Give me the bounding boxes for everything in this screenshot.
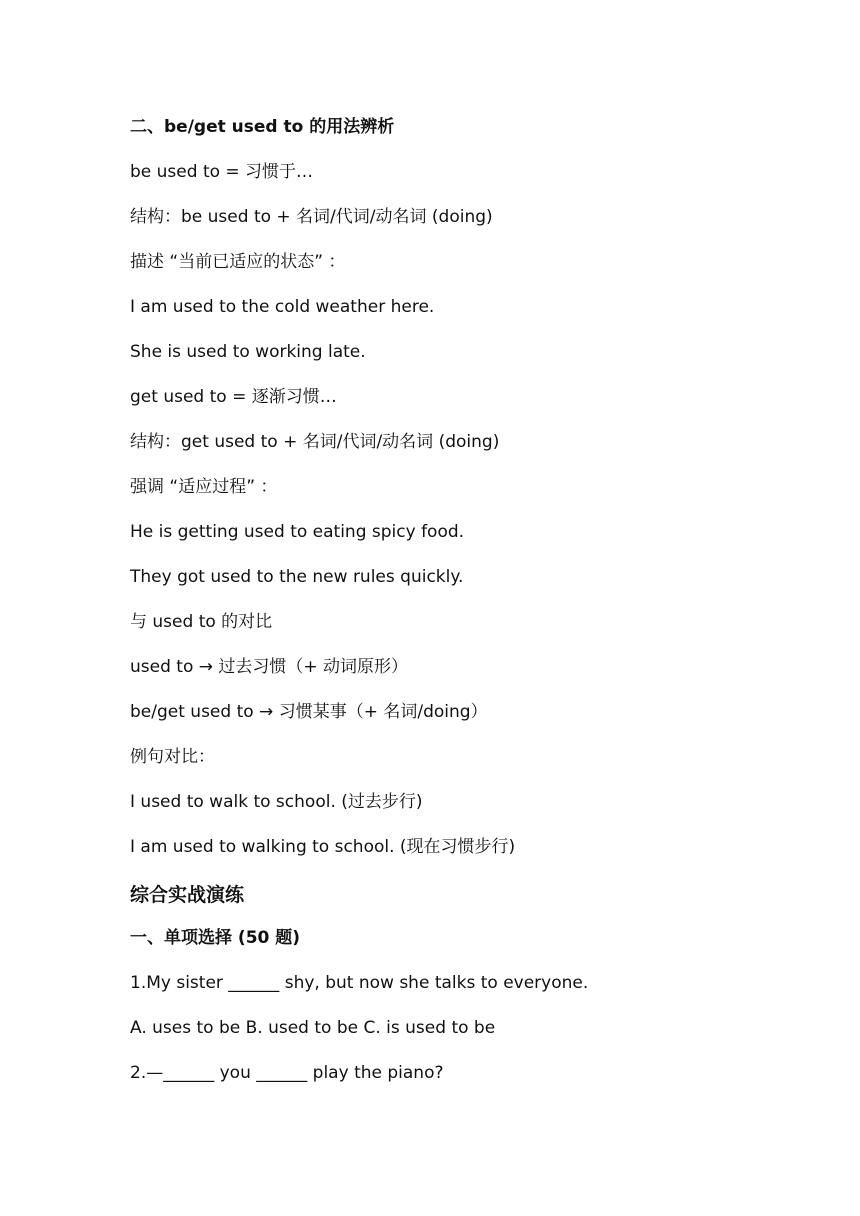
example-comparison-label: 例句对比： — [130, 747, 215, 767]
definition-get-used-to: get used to = 逐渐习惯… — [130, 387, 337, 407]
example-sentence: They got used to the new rules quickly. — [130, 567, 464, 587]
example-sentence: She is used to working late. — [130, 342, 366, 362]
document-content — [130, 110, 770, 1101]
example-sentence: I am used to the cold weather here. — [130, 297, 435, 317]
comparison-heading: 与 used to 的对比 — [130, 612, 273, 632]
grammar-section-heading: 二、be/get used to 的用法辨析 — [130, 117, 395, 137]
structure-be-used-to: 结构：be used to + 名词/代词/动名词 (doing) — [130, 207, 493, 227]
description-state: 描述 “当前已适应的状态” ： — [130, 252, 346, 272]
example-sentence: I am used to walking to school. (现在习惯步行) — [130, 837, 516, 857]
definition-be-used-to: be used to = 习惯于… — [130, 162, 314, 182]
example-sentence: He is getting used to eating spicy food. — [130, 522, 465, 542]
structure-get-used-to: 结构：get used to + 名词/代词/动名词 (doing) — [130, 432, 500, 452]
emphasis-process: 强调 “适应过程” ： — [130, 477, 278, 497]
example-sentence: I used to walk to school. (过去步行) — [130, 792, 423, 812]
question-1-options: A. uses to be B. used to be C. is used to be — [130, 1018, 496, 1038]
multiple-choice-heading: 一、单项选择 (50 题) — [130, 928, 301, 948]
question-1: 1.My sister ______ shy, but now she talks to everyone. — [130, 973, 589, 993]
comparison-used-to: used to → 过去习惯（+ 动词原形） — [130, 657, 409, 677]
comparison-be-get-used-to: be/get used to → 习惯某事（+ 名词/doing） — [130, 702, 488, 722]
practice-section-title: 综合实战演练 — [130, 884, 245, 906]
question-2: 2.—______ you ______ play the piano? — [130, 1063, 444, 1083]
